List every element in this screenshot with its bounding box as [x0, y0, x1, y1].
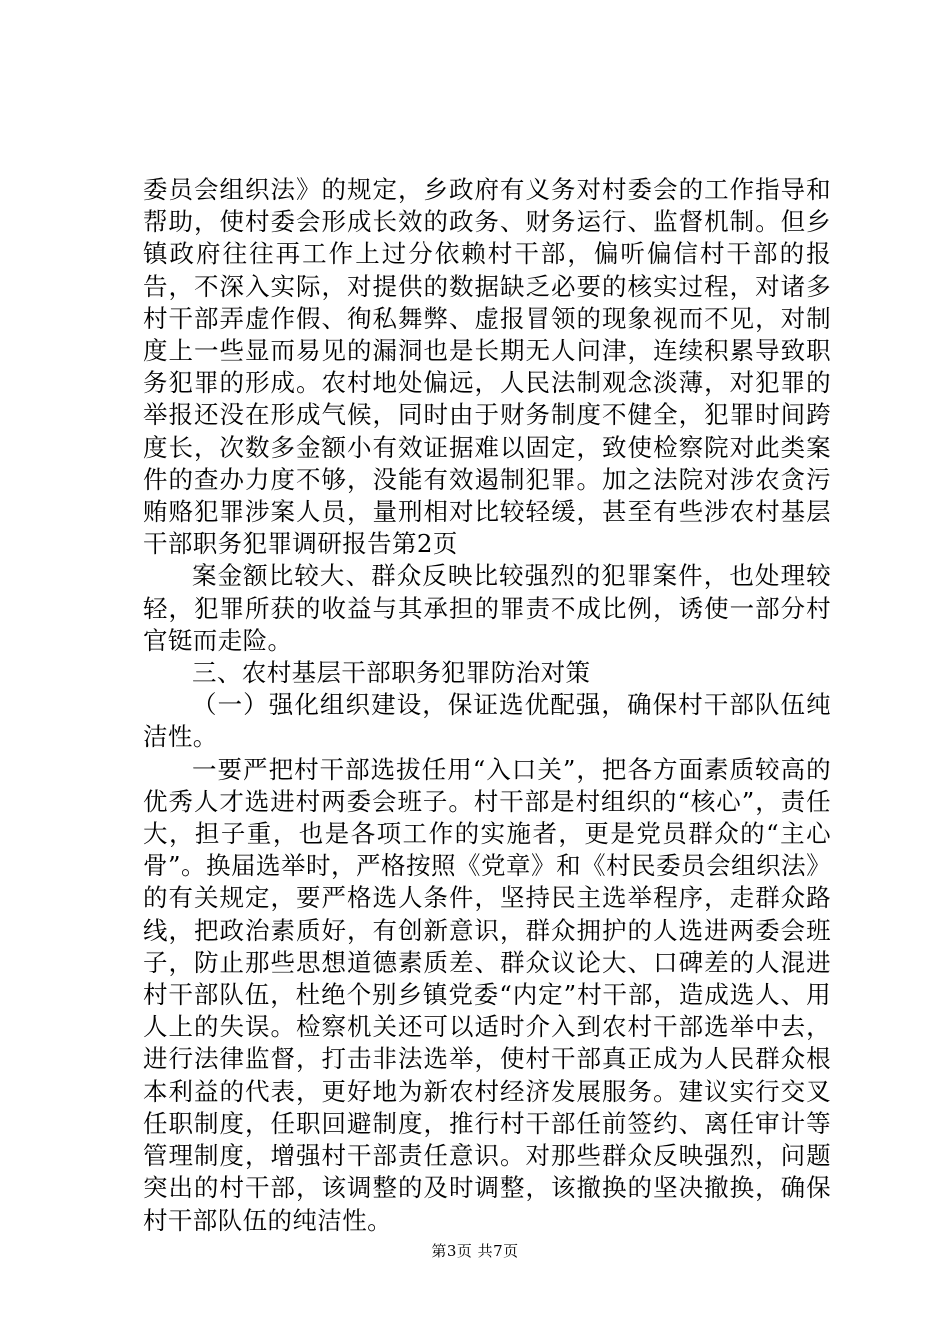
- paragraph-case-sentencing: 案金额比较大、群众反映比较强烈的犯罪案件，也处理较轻，犯罪所获的收益与其承担的罪责不成比例，诱使一部分村官铤而走险。: [143, 561, 831, 655]
- page-number: 第3页 共7页: [431, 1242, 519, 1260]
- document-body: [143, 174, 831, 1237]
- section-heading-countermeasures: 三、农村基层干部职务犯罪防治对策: [192, 658, 591, 688]
- subsection-heading-organization: （一）强化组织建设，保证选优配强，确保村干部队伍纯洁性。: [143, 690, 831, 752]
- page-footer: [0, 1241, 950, 1261]
- paragraph-continuation: 委员会组织法》的规定，乡政府有义务对村委会的工作指导和帮助，使村委会形成长效的政务、财务运行、监督机制。但乡镇政府往往再工作上过分依赖村干部，偏听偏信村干部的报告，不深入实际，对提供的数据缺乏必要的核实过程，对诸多村干部弄虚作假、徇私舞弊、虚报冒领的现象视而不见，对制度上一些显而易见的漏洞也是长期无人问津，连续积累导致职务犯罪的形成。农村地处偏远，人民法制观念淡薄，对犯罪的举报还没在形成气候，同时由于财务制度不健全，犯罪时间跨度长，次数多金额小有效证据难以固定，致使检察院对此类案件的查办力度不够，没能有效遏制犯罪。加之法院对涉农贪污贿赂犯罪涉案人员，量刑相对比较轻缓，甚至有些涉农村基层干部职务犯罪调研报告第2页: [143, 175, 831, 559]
- paragraph-selection-entry: 一要严把村干部选拔任用“入口关”，把各方面素质较高的优秀人才选进村两委会班子。村干部是村组织的“核心”，责任大，担子重，也是各项工作的实施者，更是党员群众的“主心骨”。换届选举时，严格按照《党章》和《村民委员会组织法》的有关规定，要严格选人条件，坚持民主选举程序，走群众路线，把政治素质好，有创新意识，群众拥护的人选进两委会班子，防止那些思想道德素质差、群众议论大、口碑差的人混进村干部队伍，杜绝个别乡镇党委“内定”村干部，造成选人、用人上的失误。检察机关还可以适时介入到农村干部选举中去，进行法律监督，打击非法选举，使村干部真正成为人民群众根本利益的代表，更好地为新农村经济发展服务。建议实行交叉任职制度，任职回避制度，推行村干部任前签约、离任审计等管理制度，增强村干部责任意识。对那些群众反映强烈，问题突出的村干部，该调整的及时调整，该撤换的坚决撤换，确保村干部队伍的纯洁性。: [143, 754, 831, 1235]
